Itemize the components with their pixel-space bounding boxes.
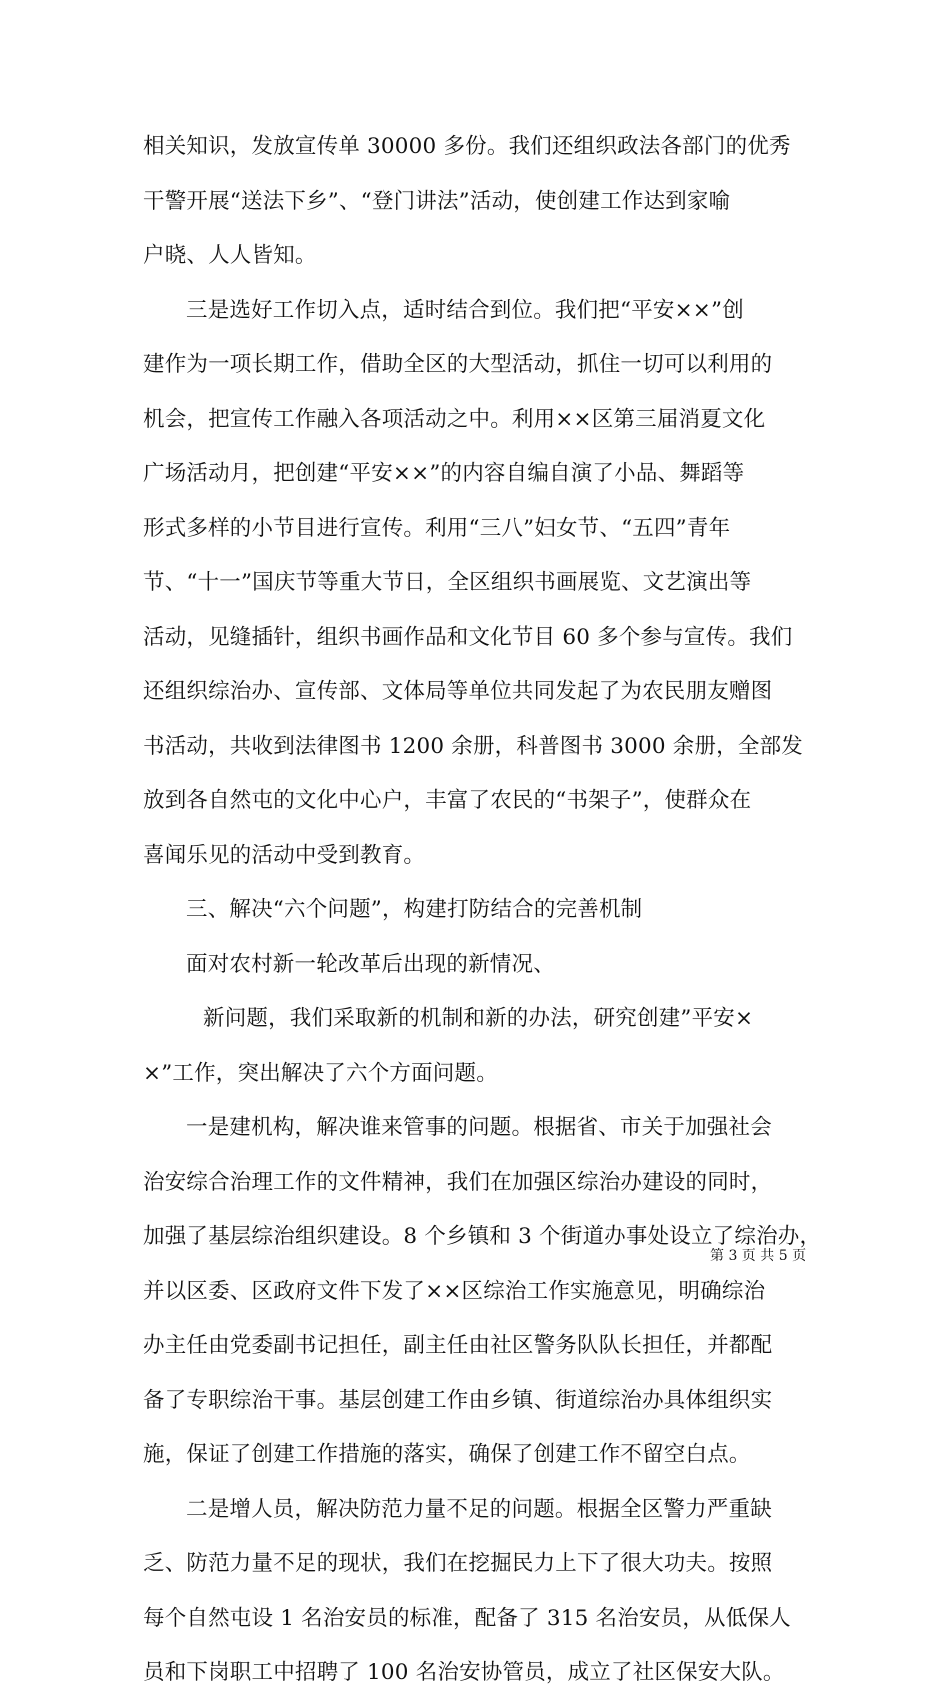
- paragraph-line: 员和下岗职工中招聘了 100 名治安协管员，成立了社区保安大队。: [143, 1660, 785, 1685]
- paragraph-line: 机会，把宣传工作融入各项活动之中。利用××区第三届消夏文化: [143, 406, 766, 432]
- paragraph-line: 相关知识，发放宣传单 30000 多份。我们还组织政法各部门的优秀: [143, 134, 791, 159]
- paragraph-line: 活动，见缝插针，组织书画作品和文化节目 60 多个参与宣传。我们: [143, 624, 793, 650]
- paragraph-line: ×”工作，突出解决了六个方面问题。: [143, 1060, 498, 1086]
- paragraph-line: 广场活动月，把创建“平安××”的内容自编自演了小品、舞蹈等: [143, 461, 745, 486]
- paragraph-line: 备了专职综治干事。基层创建工作由乡镇、街道综治办具体组织实: [143, 1387, 773, 1413]
- page-number-footer: 第 3 页 共 5 页: [710, 1248, 807, 1264]
- paragraph-line: 三是选好工作切入点，适时结合到位。我们把“平安××”创: [186, 297, 744, 323]
- paragraph-line: 一是建机构，解决谁来管事的问题。根据省、市关于加强社会: [186, 1115, 772, 1140]
- paragraph-line: 面对农村新一轮改革后出现的新情况、: [186, 951, 555, 977]
- paragraph-line: 施，保证了创建工作措施的落实，确保了创建工作不留空白点。: [143, 1442, 751, 1467]
- document-body: [143, 120, 822, 1701]
- paragraph-line: 放到各自然屯的文化中心户，丰富了农民的“书架子”，使群众在: [143, 788, 752, 813]
- paragraph-line: 乏、防范力量不足的现状，我们在挖掘民力上下了很大功夫。按照: [143, 1551, 773, 1576]
- paragraph-line: 形式多样的小节目进行宣传。利用“三八”妇女节、“五四”青年: [143, 515, 731, 541]
- paragraph-line: 治安综合治理工作的文件精神，我们在加强区综治办建设的同时，: [143, 1169, 773, 1195]
- paragraph-line: 节、“十一”国庆节等重大节日，全区组织书画展览、文艺演出等: [143, 570, 752, 595]
- paragraph-line: 喜闻乐见的活动中受到教育。: [143, 842, 426, 868]
- paragraph-line: 书活动，共收到法律图书 1200 余册，科普图书 3000 余册，全部发: [143, 733, 803, 759]
- paragraph-line: 二是增人员，解决防范力量不足的问题。根据全区警力严重缺: [186, 1496, 772, 1522]
- paragraph-line: 还组织综治办、宣传部、文体局等单位共同发起了为农民朋友赠图: [143, 679, 773, 704]
- paragraph-line: 加强了基层综治组织建设。8 个乡镇和 3 个街道办事处设立了综治办，: [143, 1224, 822, 1249]
- section-heading: 三、解决“六个问题”，构建打防结合的完善机制: [186, 897, 643, 922]
- paragraph-line: 建作为一项长期工作，借助全区的大型活动，抓住一切可以利用的: [143, 352, 773, 377]
- paragraph-line: 新问题，我们采取新的机制和新的办法，研究创建”平安×: [203, 1006, 754, 1031]
- paragraph-line: 户晓、人人皆知。: [143, 243, 317, 268]
- paragraph-line: 并以区委、区政府文件下发了××区综治工作实施意见，明确综治: [143, 1278, 766, 1304]
- paragraph-line: 办主任由党委副书记担任，副主任由社区警务队队长担任，并都配: [143, 1333, 773, 1358]
- paragraph-line: 每个自然屯设 1 名治安员的标准，配备了 315 名治安员，从低保人: [143, 1605, 791, 1631]
- paragraph-line: 干警开展“送法下乡”、“登门讲法”活动，使创建工作达到家喻: [143, 188, 731, 214]
